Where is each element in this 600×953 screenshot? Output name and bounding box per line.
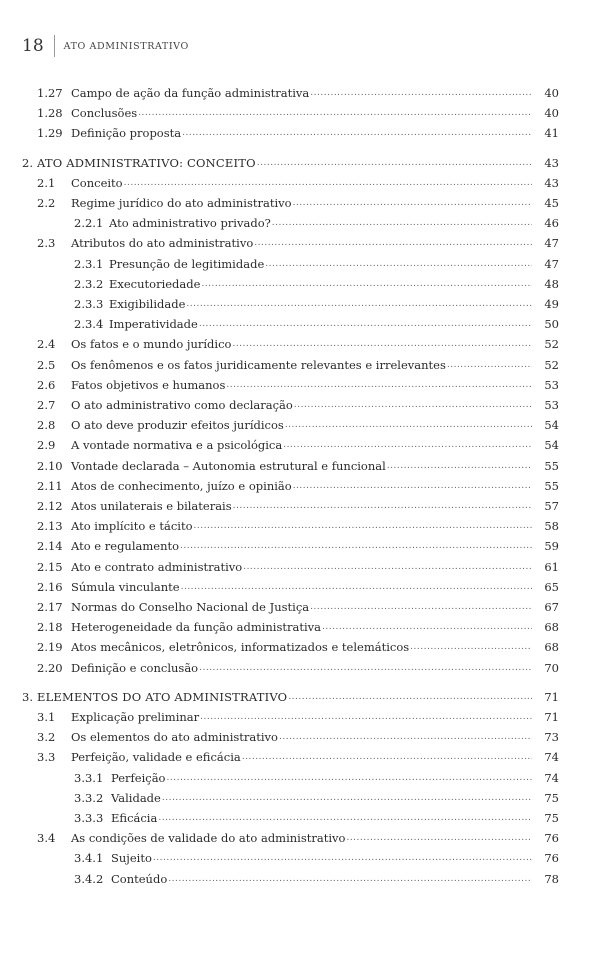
toc-entry-title-leader	[111, 870, 532, 888]
toc-entry-title: Conclusões	[71, 106, 138, 121]
dot-leader	[279, 728, 532, 746]
toc-entry	[0, 598, 600, 616]
toc-entry-number: 2.15	[37, 559, 63, 574]
toc-entry-title-leader	[71, 416, 532, 434]
toc-entry-title: O ato deve produzir efeitos jurídicos	[71, 418, 284, 433]
dot-leader	[182, 124, 532, 142]
toc-entry-title: Eficácia	[111, 811, 158, 825]
toc-entry-title: Súmula vinculante	[71, 579, 180, 594]
toc-entry-title-leader	[111, 849, 532, 867]
toc-entry-number: 2.5	[37, 357, 56, 372]
toc-entry-number: 3.4.2	[74, 871, 104, 886]
toc-entry-page: 65	[544, 579, 559, 594]
toc-entry-title: Atos de conhecimento, juízo e opinião	[71, 478, 292, 493]
toc-entry-title-leader	[71, 829, 532, 847]
toc-entry	[0, 537, 600, 555]
dot-leader	[243, 558, 532, 576]
toc-entry-number: 1.28	[37, 106, 63, 121]
dot-leader	[232, 335, 532, 353]
toc-entry-page: 46	[544, 216, 559, 231]
toc-entry-title-leader	[111, 789, 532, 807]
toc-entry-title-leader	[71, 748, 532, 766]
toc-entry	[0, 659, 600, 677]
dot-leader	[181, 578, 532, 596]
toc-entry	[0, 558, 600, 576]
toc-entry	[0, 638, 600, 656]
toc-entry-number: 3.1	[37, 710, 56, 724]
dot-leader	[233, 497, 532, 515]
toc-entry-number: 2.3	[37, 236, 56, 251]
dot-leader	[200, 708, 532, 726]
toc-entry-number: 3.3.1	[74, 770, 104, 785]
toc-entry-title-leader	[71, 457, 532, 475]
toc-entry-number: 2.2	[37, 196, 56, 210]
dot-leader	[322, 618, 532, 636]
toc-entry-title: Normas do Conselho Nacional de Justiça	[71, 600, 310, 614]
toc-entry-number: 2.3.2	[74, 276, 104, 291]
toc-entry-title-leader	[111, 809, 532, 827]
page-header	[22, 34, 189, 58]
toc-entry-number: 2.4	[37, 337, 56, 352]
toc-entry-number: 2.3.3	[74, 297, 104, 311]
toc-entry-number: 2.11	[37, 478, 63, 493]
toc-entry-title-leader	[111, 769, 532, 787]
toc-entry-number: 3.4.1	[74, 851, 104, 866]
dot-leader	[254, 234, 532, 252]
toc-entry	[0, 517, 600, 535]
toc-entry	[0, 194, 600, 212]
toc-entry-title-leader	[71, 396, 532, 414]
header-divider	[54, 35, 55, 57]
toc-entry	[0, 497, 600, 515]
toc-entry-title-leader	[71, 638, 532, 656]
toc-entry-page: 73	[544, 730, 559, 745]
dot-leader	[199, 659, 532, 677]
toc-entry-title-leader	[71, 104, 532, 122]
toc-entry-title-leader	[71, 174, 532, 192]
toc-entry-number: 3.3	[37, 750, 56, 765]
toc-entry-page: 58	[544, 519, 559, 534]
dot-leader	[124, 174, 532, 192]
toc-entry-page: 54	[544, 438, 559, 453]
dot-leader	[167, 769, 533, 787]
dot-leader	[288, 688, 532, 706]
toc-entry-title: Conteúdo	[111, 871, 168, 886]
toc-entry-page: 75	[544, 811, 559, 825]
toc-entry	[0, 789, 600, 807]
toc-entry-page: 74	[544, 750, 559, 765]
toc-entry-page: 48	[544, 276, 559, 291]
dot-leader	[158, 809, 532, 827]
toc-entry	[0, 174, 600, 192]
toc-entry-title: Perfeição	[111, 770, 166, 785]
toc-entry-page: 61	[544, 559, 559, 574]
dot-leader	[310, 84, 532, 102]
toc-entry-title-leader	[109, 315, 532, 333]
toc-entry	[0, 436, 600, 454]
toc-entry	[0, 124, 600, 142]
toc-entry-title-leader	[71, 537, 532, 555]
toc-entry	[0, 809, 600, 827]
toc-entry-title-leader	[71, 497, 532, 515]
toc-entry	[0, 255, 600, 273]
toc-entry-number: 2.18	[37, 620, 63, 635]
dot-leader	[180, 537, 532, 555]
toc-entry-title: Conceito	[71, 175, 123, 190]
toc-entry-title: Os elementos do ato administrativo	[71, 730, 278, 745]
toc-entry-page: 52	[544, 337, 559, 352]
toc-entry-page: 47	[544, 256, 559, 271]
dot-leader	[294, 396, 532, 414]
toc-entry-title: Presunção de legitimidade	[109, 256, 265, 271]
toc-entry-number: 2.9	[37, 438, 56, 453]
toc-entry-title-leader	[71, 84, 532, 102]
toc-entry	[0, 376, 600, 394]
toc-entry	[0, 234, 600, 252]
toc-entry-page: 53	[544, 377, 559, 392]
toc-entry-title: Os fatos e o mundo jurídico	[71, 337, 232, 352]
toc-entry-number: 2.2.1	[74, 216, 104, 231]
toc-entry	[0, 275, 600, 293]
toc-entry-page: 50	[544, 317, 559, 332]
dot-leader	[272, 214, 532, 232]
toc-entry-title: Validade	[111, 790, 161, 805]
toc-entry-number: 2.13	[37, 519, 63, 534]
dot-leader	[293, 194, 532, 212]
toc-entry-title: Ato e regulamento	[71, 539, 180, 554]
toc-entry-title-leader	[71, 234, 532, 252]
toc-entry-page: 76	[544, 831, 559, 846]
toc-entry	[0, 154, 600, 172]
toc-entry	[0, 295, 600, 313]
toc-entry-title: ATO ADMINISTRATIVO: CONCEITO	[37, 155, 256, 170]
toc-entry-page: 57	[544, 499, 559, 513]
toc-entry-number: 2.14	[37, 539, 63, 554]
toc-entry-title-leader	[71, 578, 532, 596]
toc-entry-number: 2.17	[37, 600, 63, 614]
toc-entry-title-leader	[71, 618, 532, 636]
toc-entry-title: ELEMENTOS DO ATO ADMINISTRATIVO	[37, 689, 288, 704]
toc-entry-title: Explicação preliminar	[71, 710, 200, 724]
toc-entry-number: 2.1	[37, 175, 56, 190]
dot-leader	[310, 598, 532, 616]
toc-entry-title-leader	[71, 517, 532, 535]
toc-entry-title: A vontade normativa e a psicológica	[71, 438, 283, 453]
dot-leader	[410, 638, 532, 656]
toc-entry-number: 3.3.2	[74, 790, 104, 805]
dot-leader	[194, 517, 532, 535]
toc-entry-title-leader	[71, 335, 532, 353]
toc-entry	[0, 578, 600, 596]
toc-entry-page: 70	[544, 660, 559, 675]
dot-leader	[226, 376, 532, 394]
toc-entry	[0, 849, 600, 867]
toc-entry	[0, 829, 600, 847]
toc-entry-number: 2.3.4	[74, 317, 104, 332]
toc-entry-page: 74	[544, 770, 559, 785]
toc-entry-page: 76	[544, 851, 559, 866]
toc-entry-page: 41	[544, 126, 559, 141]
toc-entry-title-leader	[71, 598, 532, 616]
toc-entry-number: 1.29	[37, 126, 63, 141]
toc-entry-page: 43	[544, 175, 559, 190]
toc-entry-number: 2.12	[37, 499, 63, 513]
toc-entry-page: 59	[544, 539, 559, 554]
toc-entry-title-leader	[71, 356, 532, 374]
toc-entry-page: 43	[544, 155, 559, 170]
toc-entry-title: Ato e contrato administrativo	[71, 559, 243, 574]
toc-entry-title-leader	[71, 659, 532, 677]
toc-entry-page: 53	[544, 398, 559, 412]
toc-entry-page: 55	[544, 458, 559, 473]
dot-leader	[162, 789, 532, 807]
toc-entry	[0, 477, 600, 495]
toc-entry	[0, 708, 600, 726]
toc-entry-title-leader	[109, 214, 532, 232]
toc-entry-number: 3.	[22, 689, 33, 704]
dot-leader	[283, 436, 532, 454]
toc-entry-title-leader	[71, 124, 532, 142]
toc-entry	[0, 728, 600, 746]
toc-entry-title: Atos mecânicos, eletrônicos, informatizados e telemáticos	[71, 640, 410, 655]
toc-entry	[0, 748, 600, 766]
toc-entry-title-leader	[71, 436, 532, 454]
toc-entry-title: Vontade declarada – Autonomia estrutural e funcional	[71, 458, 386, 473]
toc-entry-title: Fatos objetivos e humanos	[71, 377, 226, 392]
toc-entry-title: Definição proposta	[71, 126, 182, 141]
dot-leader	[138, 104, 532, 122]
dot-leader	[265, 255, 532, 273]
dot-leader	[201, 275, 532, 293]
toc-entry-title: Regime jurídico do ato administrativo	[71, 196, 292, 210]
toc-entry	[0, 84, 600, 102]
toc-entry-number: 2.16	[37, 579, 63, 594]
dot-leader	[447, 356, 532, 374]
toc-entry-title-leader	[71, 376, 532, 394]
toc-entry-title: Definição e conclusão	[71, 660, 199, 675]
toc-entry-title-leader	[71, 708, 532, 726]
toc-entry	[0, 396, 600, 414]
dot-leader	[257, 154, 532, 172]
toc-entry	[0, 688, 600, 706]
toc-entry-title: Imperatividade	[109, 317, 198, 332]
toc-entry-number: 3.3.3	[74, 811, 104, 825]
dot-leader	[186, 295, 532, 313]
toc-entry-page: 75	[544, 790, 559, 805]
toc-entry	[0, 104, 600, 122]
toc-entry-number: 1.27	[37, 86, 63, 100]
toc-entry-title: Os fenômenos e os fatos juridicamente relevantes e irrelevantes	[71, 357, 446, 372]
toc-entry-title-leader	[71, 477, 532, 495]
toc-entry-number: 2.10	[37, 458, 63, 473]
toc-entry-title: Sujeito	[111, 851, 152, 866]
toc-entry-title: Atributos do ato administrativo	[71, 236, 254, 251]
dot-leader	[168, 870, 532, 888]
toc-entry-title: Ato administrativo privado?	[109, 216, 271, 231]
toc-entry-title: Exigibilidade	[109, 297, 186, 311]
toc-entry-number: 2.6	[37, 377, 56, 392]
toc-entry	[0, 214, 600, 232]
toc-entry-title: Heterogeneidade da função administrativa	[71, 620, 322, 635]
toc-entry-page: 54	[544, 418, 559, 433]
toc-entry-title: O ato administrativo como declaração	[71, 398, 293, 412]
toc-entry-title-leader	[71, 194, 532, 212]
toc-entry-title-leader	[109, 255, 532, 273]
toc-entry-page: 49	[544, 297, 559, 311]
dot-leader	[387, 457, 532, 475]
toc-entry-title-leader	[71, 558, 532, 576]
toc-entry	[0, 457, 600, 475]
toc-entry-number: 2.8	[37, 418, 56, 433]
toc-entry-page: 71	[544, 689, 559, 704]
toc-entry	[0, 769, 600, 787]
dot-leader	[285, 416, 532, 434]
toc-entry	[0, 870, 600, 888]
toc-entry-page: 52	[544, 357, 559, 372]
page-number: 18	[22, 36, 44, 56]
toc-entry-number: 2.7	[37, 398, 56, 412]
toc-entry-title: Atos unilaterais e bilaterais	[71, 499, 232, 513]
toc-entry-number: 2.3.1	[74, 256, 104, 271]
dot-leader	[153, 849, 532, 867]
toc-entry-title: Executoriedade	[109, 276, 201, 291]
toc-entry-page: 78	[544, 871, 559, 886]
toc-entry-page: 71	[544, 710, 559, 724]
toc-entry-page: 40	[544, 86, 559, 100]
toc-entry-title-leader	[109, 295, 532, 313]
toc-entry	[0, 315, 600, 333]
toc-entry-title-leader	[37, 154, 532, 172]
dot-leader	[346, 829, 532, 847]
toc-entry-number: 2.19	[37, 640, 63, 655]
toc-entry	[0, 335, 600, 353]
dot-leader	[293, 477, 532, 495]
toc-entry-title-leader	[71, 728, 532, 746]
toc-entry-page: 47	[544, 236, 559, 251]
toc-entry-title: Campo de ação da função administrativa	[71, 86, 310, 100]
toc-entry-page: 67	[544, 600, 559, 614]
toc-entry-title-leader	[109, 275, 532, 293]
toc-entry	[0, 416, 600, 434]
toc-entry-title: Perfeição, validade e eficácia	[71, 750, 241, 765]
dot-leader	[199, 315, 532, 333]
toc-entry-page: 40	[544, 106, 559, 121]
toc-entry-page: 45	[544, 196, 559, 210]
toc-entry-number: 2.	[22, 155, 33, 170]
toc-entry	[0, 356, 600, 374]
dot-leader	[242, 748, 532, 766]
running-title: ATO ADMINISTRATIVO	[63, 40, 189, 52]
toc-entry	[0, 618, 600, 636]
toc-entry-title: Ato implícito e tácito	[71, 519, 193, 534]
toc-entry-page: 68	[544, 620, 559, 635]
toc-entry-title: As condições de validade do ato administrativo	[71, 831, 346, 846]
toc-entry-page: 68	[544, 640, 559, 655]
toc-entry-title-leader	[37, 688, 532, 706]
toc-entry-number: 2.20	[37, 660, 63, 675]
toc-entry-page: 55	[544, 478, 559, 493]
toc-entry-number: 3.2	[37, 730, 56, 745]
toc-entry-number: 3.4	[37, 831, 56, 846]
